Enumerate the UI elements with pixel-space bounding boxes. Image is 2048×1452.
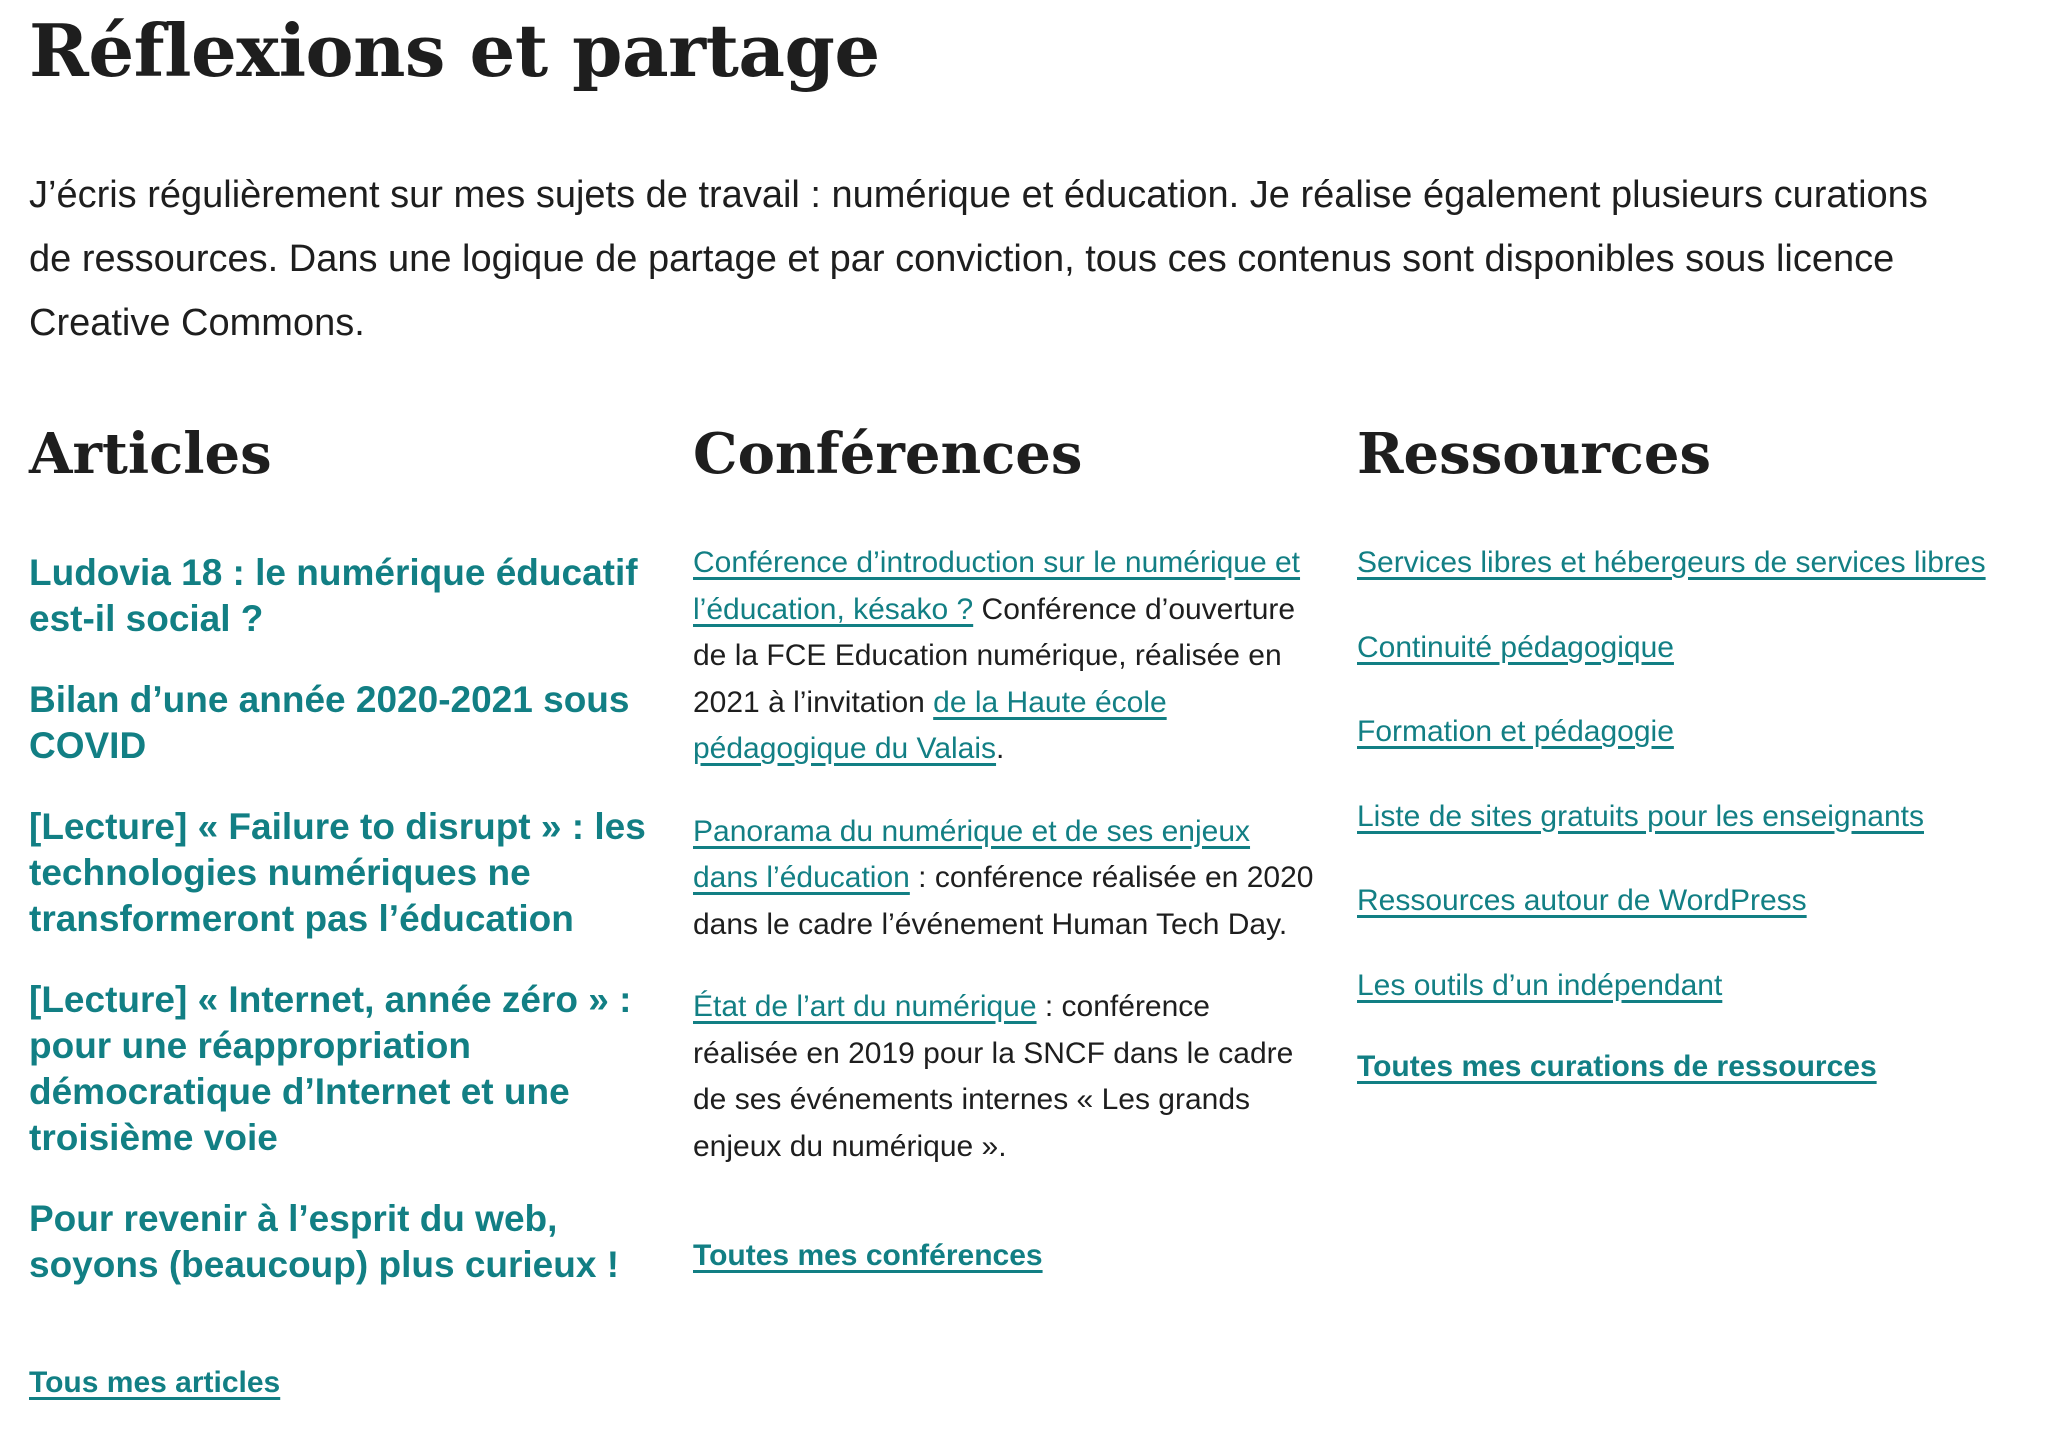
conference-link[interactable]: État de l’art du numérique xyxy=(693,990,1037,1023)
article-link[interactable]: Bilan d’une année 2020-2021 sous COVID xyxy=(29,679,630,766)
resource-item xyxy=(1357,625,1997,672)
conference-item xyxy=(693,984,1323,1170)
conference-item xyxy=(693,809,1323,949)
conferences-title: Conférences xyxy=(693,421,1083,487)
resources-section xyxy=(1357,418,1997,1087)
conference-link[interactable]: Conférence d’introduction sur le numérique et l’éducation, késako ? xyxy=(693,546,1301,626)
articles-list xyxy=(29,550,649,1288)
resource-link[interactable]: Ressources autour de WordPress xyxy=(1357,884,1807,917)
conference-link[interactable]: Panorama du numérique et de ses enjeux dans l’éducation xyxy=(693,814,1251,894)
hep-valais-link[interactable]: de la Haute école pédagogique du Valais xyxy=(693,685,1167,765)
conference-description: : conférence réalisée en 2020 dans le cadre l’événement Human Tech Day. xyxy=(693,861,1314,941)
resources-list xyxy=(1357,540,1997,1009)
articles-title: Articles xyxy=(29,421,272,487)
resource-link[interactable]: Services libres et hébergeurs de services libres xyxy=(1357,546,1986,579)
article-link[interactable]: [Lecture] « Internet, année zéro » : pour une réappropriation démocratique d’Internet et une troisième voie xyxy=(29,979,632,1158)
intro-paragraph: J’écris régulièrement sur mes sujets de travail : numérique et éducation. Je réalise également plusieurs curations de ressources. Dans une logique de partage et par conviction, tous ces contenus sont disponibles sous licence Creative Commons. xyxy=(29,174,1928,344)
articles-section xyxy=(29,418,649,1403)
article-link[interactable]: [Lecture] « Failure to disrupt » : les technologies numériques ne transformeront pas l’éducation xyxy=(29,806,646,939)
page-title: Réflexions et partage xyxy=(29,8,880,93)
resource-link[interactable]: Les outils d’un indépendant xyxy=(1357,968,1723,1002)
conference-description: Conférence d’ouverture de la FCE Education numérique, réalisée en 2021 à l’invitation xyxy=(693,592,1296,719)
conferences-list xyxy=(693,540,1323,1170)
resource-item xyxy=(1357,794,1997,841)
resource-item xyxy=(1357,878,1997,925)
resource-item xyxy=(1357,540,1997,587)
conferences-section xyxy=(693,418,1323,1276)
all-articles-link[interactable]: Tous mes articles xyxy=(29,1366,281,1399)
article-link[interactable]: Pour revenir à l’esprit du web, soyons (beaucoup) plus curieux ! xyxy=(29,1198,620,1285)
resource-link[interactable]: Formation et pédagogie xyxy=(1357,715,1674,748)
conference-item xyxy=(693,540,1323,773)
conference-description-end: . xyxy=(996,732,1005,765)
conference-description: : conférence réalisée en 2019 pour la SNCF dans le cadre de ses événements internes « Les grands enjeux du numérique ». xyxy=(693,990,1294,1163)
resource-link[interactable]: Continuité pédagogique xyxy=(1357,630,1674,664)
all-conferences-link[interactable]: Toutes mes conférences xyxy=(693,1239,1043,1272)
resource-item xyxy=(1357,709,1997,756)
resources-title: Ressources xyxy=(1357,421,1712,487)
resource-link[interactable]: Liste de sites gratuits pour les enseignants xyxy=(1357,799,1924,833)
article-link[interactable]: Ludovia 18 : le numérique éducatif est-il social ? xyxy=(29,552,638,639)
all-resources-link[interactable]: Toutes mes curations de ressources xyxy=(1357,1050,1877,1083)
resource-item xyxy=(1357,963,1997,1010)
